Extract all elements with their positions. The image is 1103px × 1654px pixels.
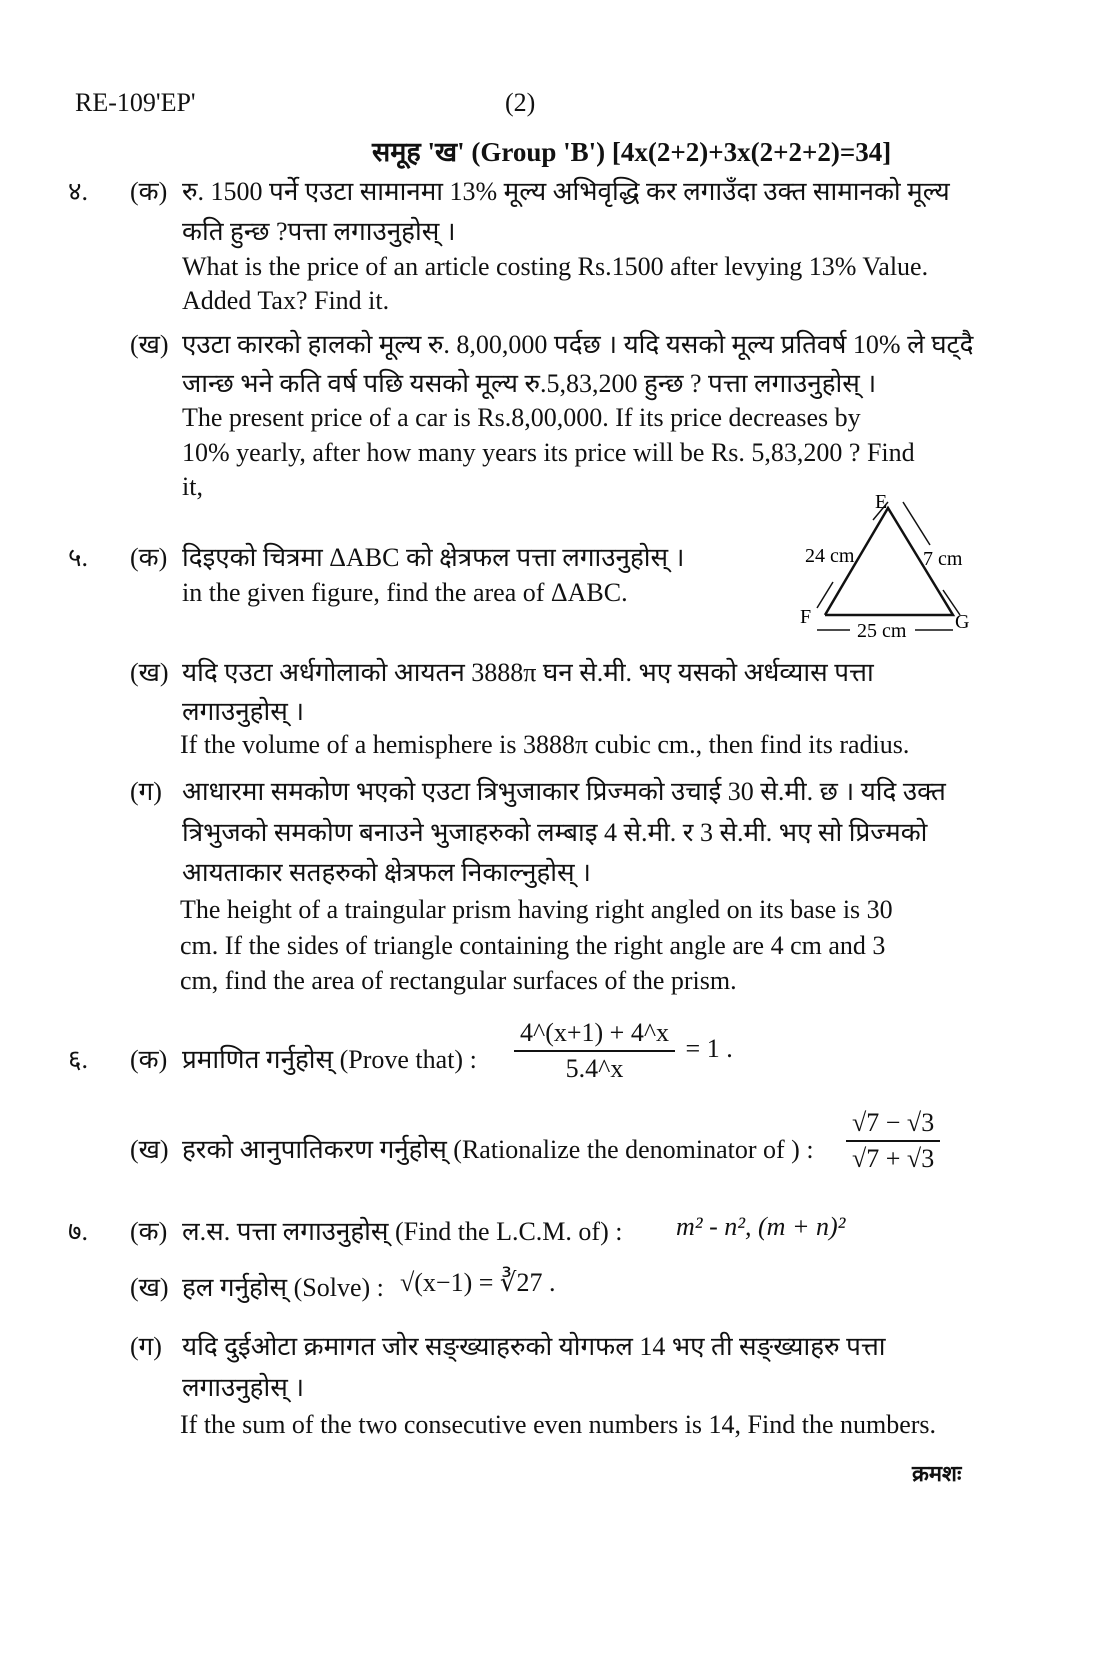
q4-number: ४. <box>68 177 89 206</box>
q7c-english: If the sum of the two consecutive even numbers is 14, Find the numbers. <box>180 1410 937 1439</box>
group-title: समूह 'ख' (Group 'B') [4x(2+2)+3x(2+2+2)=34] <box>372 137 892 167</box>
q4a-english-2: Added Tax? Find it. <box>182 286 390 315</box>
q7c-nepali-2: लगाउनुहोस् । <box>182 1373 305 1402</box>
q5b-nepali: यदि एउटा अर्धगोलाको आयतन 3888π घन से.मी. भए यसको अर्धव्यास पत्ता <box>182 658 874 687</box>
q6a-rhs: = 1 . <box>685 1033 733 1063</box>
q7c-nepali: यदि दुईओटा क्रमागत जोर सङ्ख्याहरुको योगफल 14 भए ती सङ्ख्याहरु पत्ता <box>182 1332 886 1361</box>
paper-code: RE-109'EP' <box>75 88 196 117</box>
side-eg-label: 7 cm <box>923 548 963 570</box>
q6a-expression <box>510 1018 733 1084</box>
q4a-nepali: रु. 1500 पर्ने एउटा सामानमा 13% मूल्य अभिवृद्धि कर लगाउँदा उक्त सामानको मूल्य <box>182 177 950 206</box>
q5c-nepali-3: आयताकार सतहरुको क्षेत्रफल निकाल्नुहोस् । <box>182 858 591 887</box>
q6b-numerator: √7 − √3 <box>846 1108 940 1142</box>
q7b-label: (ख) <box>130 1273 169 1302</box>
q5b-nepali-2: लगाउनुहोस् । <box>182 697 305 726</box>
continued-note: क्रमशः <box>912 1461 962 1486</box>
q4b-english: The present price of a car is Rs.8,00,000. If its price decreases by <box>182 403 861 432</box>
vertex-g-label: G <box>955 611 970 633</box>
q4a-label: (क) <box>130 177 168 206</box>
q5a-english: in the given figure, find the area of ΔABC. <box>182 578 628 607</box>
q6a-denominator: 5.4^x <box>565 1054 624 1083</box>
q6b-text: हरको आनुपातिकरण गर्नुहोस् (Rationalize the denominator of ) : <box>182 1135 814 1164</box>
q5c-english: The height of a traingular prism having right angled on its base is 30 <box>180 895 893 924</box>
q5c-english-2: cm. If the sides of triangle containing the right angle are 4 cm and 3 <box>180 931 886 960</box>
q5b-english: If the volume of a hemisphere is 3888π cubic cm., then find its radius. <box>180 730 910 759</box>
q4b-nepali: एउटा कारको हालको मूल्य रु. 8,00,000 पर्दछ । यदि यसको मूल्य प्रतिवर्ष 10% ले घट्दै <box>182 330 974 359</box>
q5a-label: (क) <box>130 543 168 572</box>
side-fg-label: 25 cm <box>857 620 907 640</box>
q7-number: ७. <box>68 1217 89 1246</box>
q6a-label: (क) <box>130 1045 168 1074</box>
q6b-denominator: √7 + √3 <box>852 1144 935 1173</box>
q6-number: ६. <box>68 1045 89 1074</box>
q4a-english: What is the price of an article costing Rs.1500 after levying 13% Value. <box>182 252 929 281</box>
q6a-numerator: 4^(x+1) + 4^x <box>514 1018 675 1052</box>
q7a-text: ल.स. पत्ता लगाउनुहोस् (Find the L.C.M. of) : <box>182 1217 623 1246</box>
page-number: (2) <box>505 88 536 117</box>
q4b-english-3: it, <box>182 472 203 501</box>
vertex-e-label: E <box>875 491 888 513</box>
q7a-label: (क) <box>130 1217 168 1246</box>
side-ef-label: 24 cm <box>805 545 855 567</box>
q5c-label: (ग) <box>130 777 162 806</box>
q4b-nepali-2: जान्छ भने कति वर्ष पछि यसको मूल्य रु.5,83,200 हुन्छ ? पत्ता लगाउनुहोस् । <box>182 369 877 398</box>
q5a-nepali: दिइएको चित्रमा ΔABC को क्षेत्रफल पत्ता लगाउनुहोस् । <box>182 543 685 572</box>
q6b-expression <box>842 1108 944 1174</box>
q5b-label: (ख) <box>130 658 169 687</box>
q5-number: ५. <box>68 543 89 572</box>
q7a-expression: m² - n², (m + n)² <box>676 1212 846 1241</box>
q4b-label: (ख) <box>130 330 169 359</box>
q7b-expression: √(x−1) = ∛27 . <box>400 1268 556 1297</box>
q7b-text: हल गर्नुहोस् (Solve) : <box>182 1273 384 1302</box>
q7c-label: (ग) <box>130 1332 162 1361</box>
q6b-label: (ख) <box>130 1135 169 1164</box>
q5c-nepali-2: त्रिभुजको समकोण बनाउने भुजाहरुको लम्बाइ 4 से.मी. र 3 से.मी. भए सो प्रिज्मको <box>182 818 928 847</box>
q4b-english-2: 10% yearly, after how many years its price will be Rs. 5,83,200 ? Find <box>182 438 915 467</box>
vertex-f-label: F <box>800 606 812 628</box>
triangle-figure <box>795 490 985 640</box>
q6a-text: प्रमाणित गर्नुहोस् (Prove that) : <box>182 1045 477 1074</box>
q5c-english-3: cm, find the area of rectangular surfaces of the prism. <box>180 966 737 995</box>
q4a-nepali-2: कति हुन्छ ?पत्ता लगाउनुहोस् । <box>182 217 456 246</box>
q5c-nepali: आधारमा समकोण भएको एउटा त्रिभुजाकार प्रिज्मको उचाई 30 से.मी. छ । यदि उक्त <box>182 777 946 806</box>
